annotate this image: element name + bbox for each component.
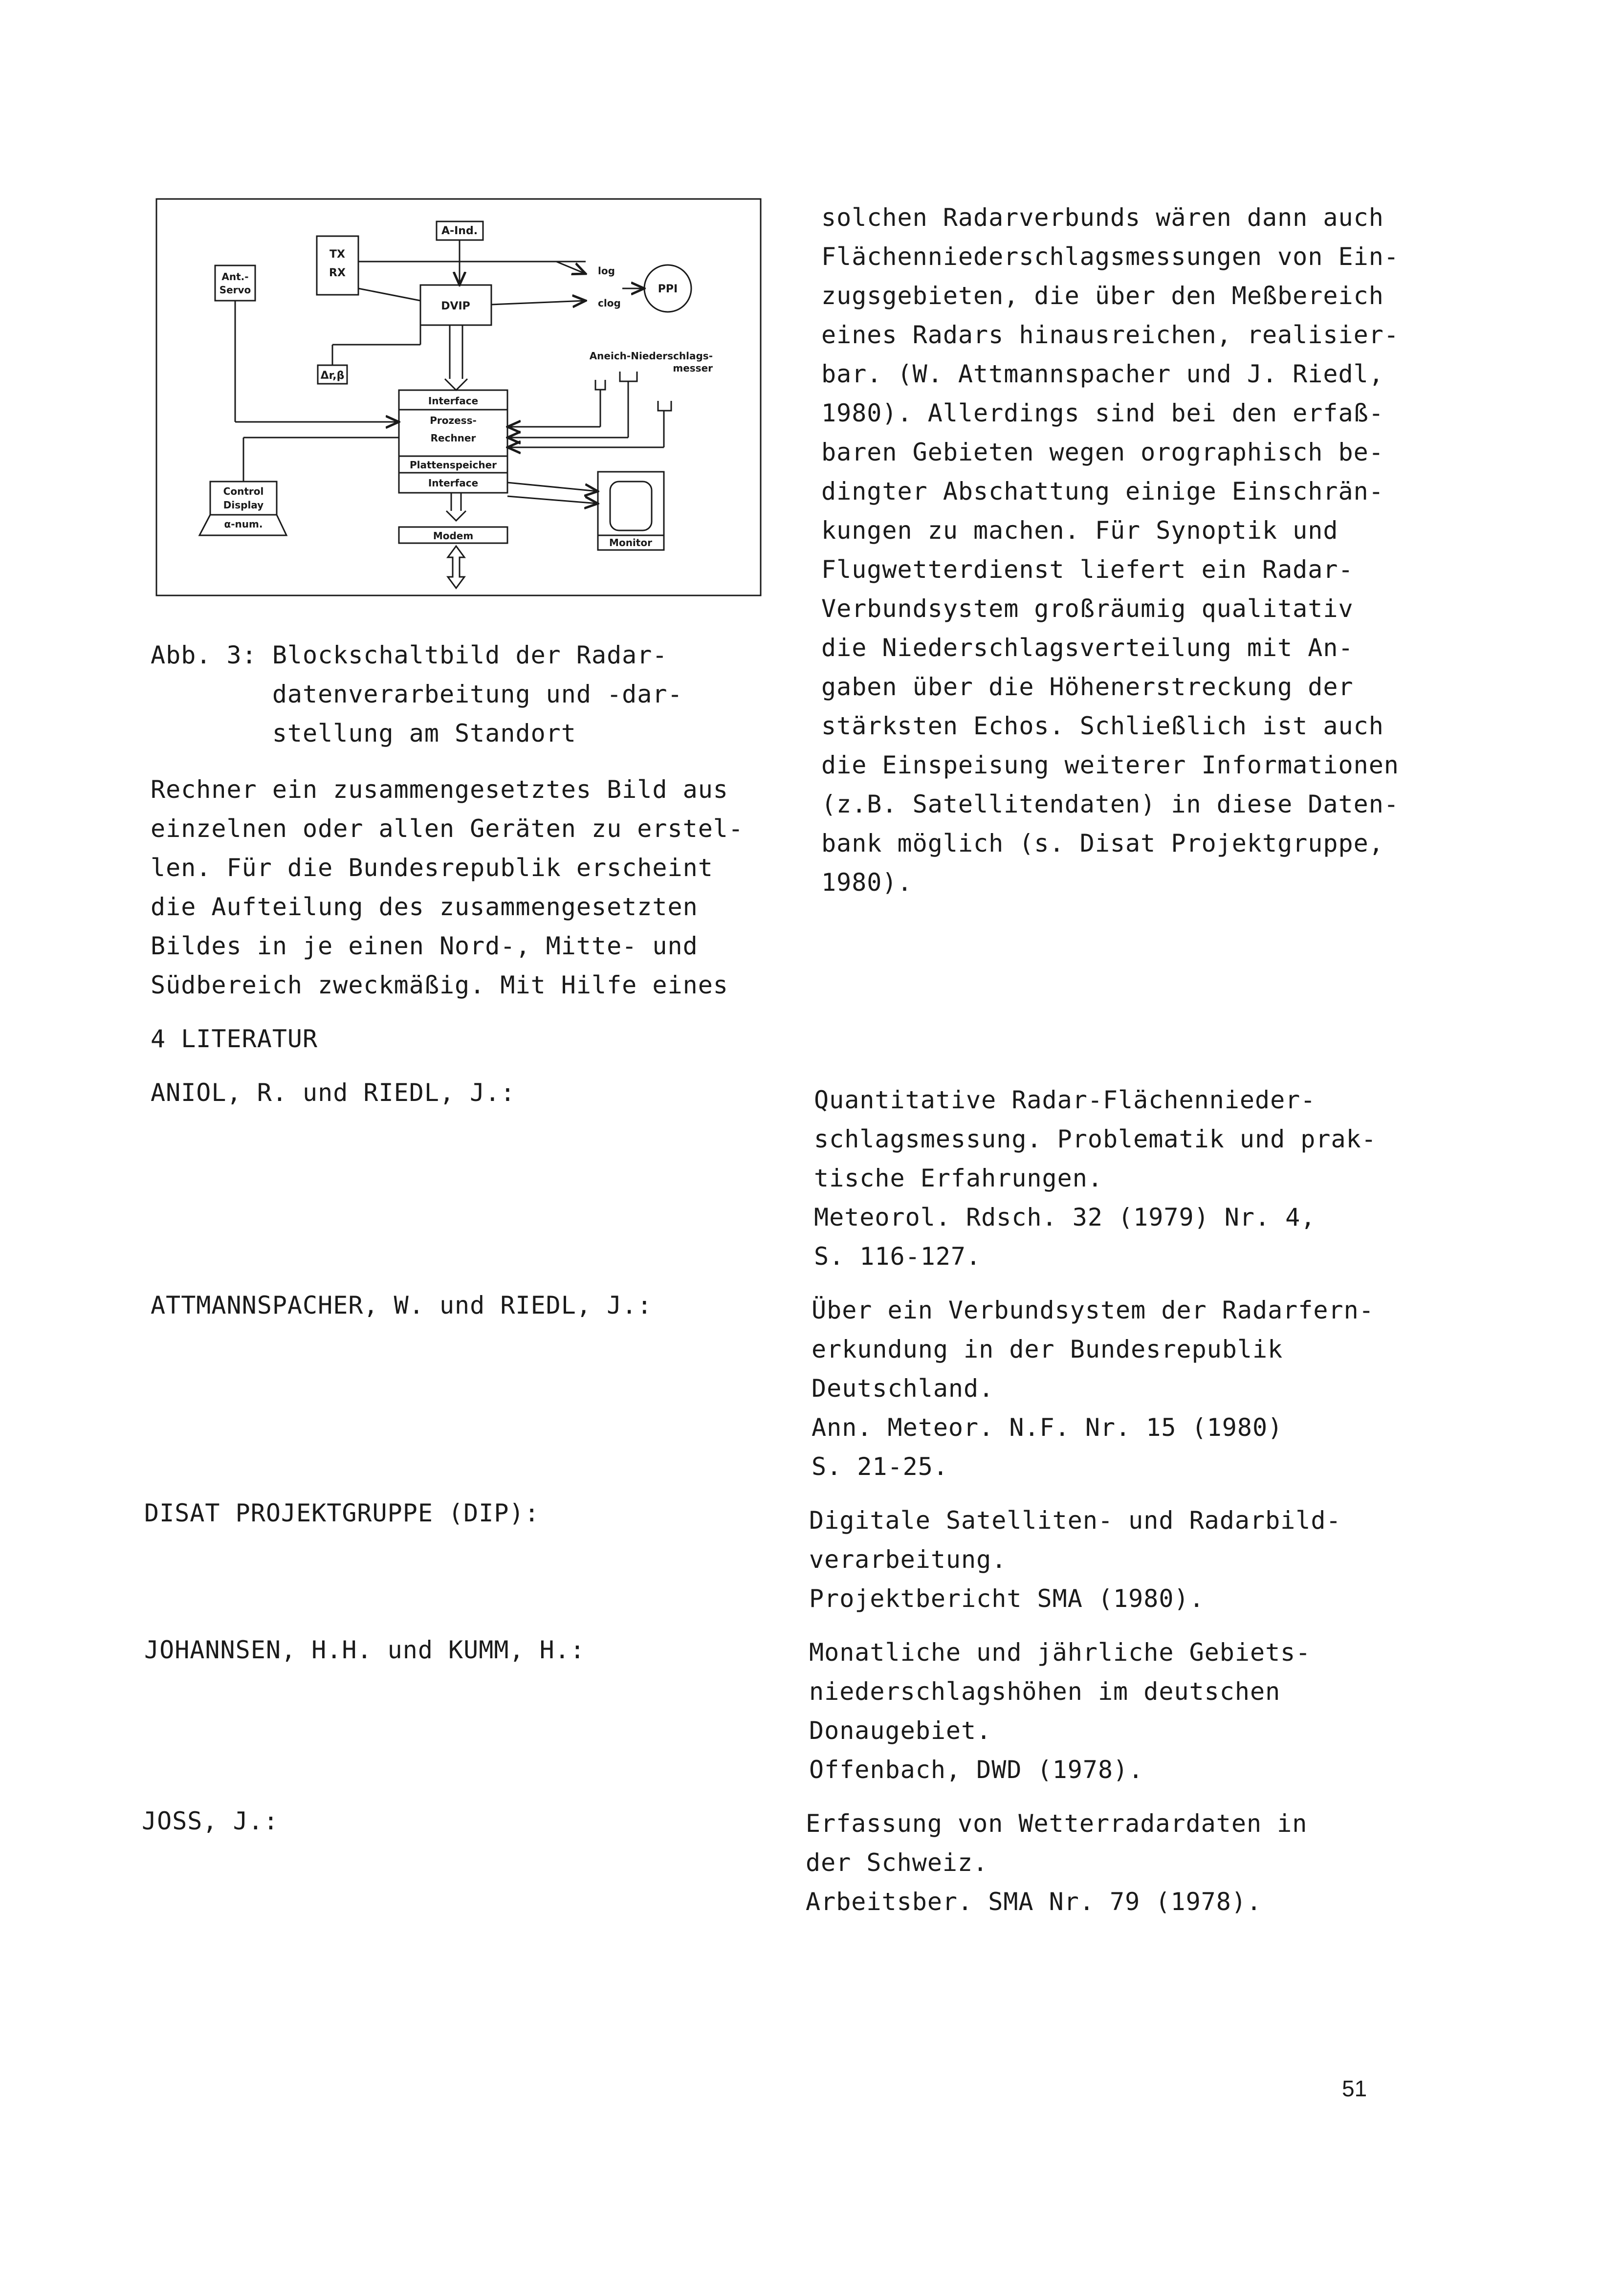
reference-author: JOHANNSEN, H.H. und KUMM, H.: — [144, 1636, 585, 1664]
reference-line: tische Erfahrungen. — [814, 1164, 1103, 1192]
right-text-line: kungen zu machen. Für Synoptik und — [821, 516, 1339, 545]
reference-line: Offenbach, DWD (1978). — [809, 1756, 1144, 1784]
label-ar-beta: Δr,β — [320, 370, 345, 382]
reference-line: Über ein Verbundsystem der Radarfern- — [812, 1296, 1374, 1324]
label-interface-top: Interface — [428, 395, 479, 407]
right-text-line: bar. (W. Attmannspacher und J. Riedl, — [821, 360, 1384, 388]
label-log: log — [598, 265, 615, 277]
label-plattenspeicher: Plattenspeicher — [409, 459, 497, 471]
right-text-line: gaben über die Höhenerstreckung der — [821, 673, 1354, 701]
label-alpha-num: α-num. — [224, 518, 263, 530]
label-ant: Ant.- — [221, 271, 249, 283]
page-number: 51 — [1342, 2076, 1367, 2101]
reference-author: ATTMANNSPACHER, W. und RIEDL, J.: — [151, 1291, 653, 1319]
reference-line: Deutschland. — [812, 1374, 994, 1403]
reference-author: DISAT PROJEKTGRUPPE (DIP): — [144, 1499, 540, 1527]
reference-line: verarbeitung. — [809, 1545, 1007, 1574]
right-text-line: dingter Abschattung einige Einschrän- — [821, 477, 1384, 506]
label-servo: Servo — [219, 284, 251, 296]
reference-line: schlagsmessung. Problematik und prak- — [814, 1125, 1377, 1153]
reference-line: Donaugebiet. — [809, 1716, 992, 1745]
figure-caption-line-3: stellung am Standort — [151, 719, 576, 747]
tx-rx-box — [317, 236, 358, 295]
right-text-line: die Einspeisung weiterer Informationen — [821, 751, 1399, 779]
reference-author: ANIOL, R. und RIEDL, J.: — [151, 1078, 516, 1107]
monitor-screen — [610, 482, 652, 530]
right-text-line: solchen Radarverbunds wären dann auch — [821, 203, 1384, 232]
left-text-line: Bildes in je einen Nord-, Mitte- und — [151, 932, 698, 960]
reference-line: erkundung in der Bundesrepublik — [812, 1335, 1283, 1363]
label-tx: TX — [329, 248, 345, 261]
label-a-ind: A-Ind. — [441, 225, 478, 237]
left-text-line: len. Für die Bundesrepublik erscheint — [151, 854, 713, 882]
reference-line: S. 21-25. — [812, 1452, 948, 1481]
reference-author: JOSS, J.: — [142, 1807, 279, 1835]
reference-line: Arbeitsber. SMA Nr. 79 (1978). — [806, 1888, 1262, 1916]
reference-line: S. 116-127. — [814, 1242, 982, 1271]
label-prozess: Prozess- — [430, 415, 477, 426]
label-interface-bottom: Interface — [428, 477, 479, 489]
reference-line: Meteorol. Rdsch. 32 (1979) Nr. 4, — [814, 1203, 1316, 1231]
right-text-line: Verbundsystem großräumig qualitativ — [821, 594, 1354, 623]
label-control: Control — [223, 485, 264, 497]
right-text-line: Flugwetterdienst liefert ein Radar- — [821, 555, 1354, 584]
reference-line: Quantitative Radar-Flächennieder- — [814, 1086, 1316, 1114]
label-display: Display — [223, 499, 264, 511]
right-text-line: zugsgebieten, die über den Meßbereich — [821, 282, 1384, 310]
reference-line: Monatliche und jährliche Gebiets- — [809, 1638, 1311, 1667]
label-ppi: PPI — [658, 283, 678, 295]
reference-body — [806, 1804, 1307, 1921]
reference-line: Ann. Meteor. N.F. Nr. 15 (1980) — [812, 1413, 1283, 1442]
reference-body — [809, 1501, 1341, 1618]
label-aneich-1: Aneich-Niederschlags- — [589, 350, 713, 362]
right-text-line: eines Radars hinausreichen, realisier- — [821, 321, 1399, 349]
reference-body — [809, 1633, 1311, 1789]
right-text-line: (z.B. Satellitendaten) in diese Daten- — [821, 790, 1399, 818]
label-monitor: Monitor — [609, 537, 652, 549]
reference-line: Digitale Satelliten- und Radarbild- — [809, 1506, 1341, 1535]
label-clog: clog — [598, 297, 621, 309]
left-text-line: einzelnen oder allen Geräten zu erstel- — [151, 814, 744, 843]
left-text-line: Südbereich zweckmäßig. Mit Hilfe eines — [151, 971, 728, 999]
label-aneich-2: messer — [673, 362, 713, 374]
right-text-line: bank möglich (s. Disat Projektgruppe, — [821, 829, 1384, 857]
reference-line: Erfassung von Wetterradardaten in — [806, 1809, 1308, 1838]
left-text-line: Rechner ein zusammengesetztes Bild aus — [151, 775, 728, 804]
figure-caption-line-2: datenverarbeitung und -dar- — [151, 680, 683, 708]
reference-line: Projektbericht SMA (1980). — [809, 1584, 1205, 1613]
block-diagram — [155, 198, 762, 596]
label-modem: Modem — [433, 530, 474, 542]
label-rechner: Rechner — [430, 432, 476, 444]
reference-line: niederschlagshöhen im deutschen — [809, 1677, 1281, 1706]
reference-line: der Schweiz. — [806, 1848, 988, 1877]
right-text-line: 1980). Allerdings sind bei den erfaß- — [821, 399, 1384, 427]
figure-caption-line-1: Abb. 3: Blockschaltbild der Radar- — [151, 641, 668, 669]
right-text-line: Flächenniederschlagsmessungen von Ein- — [821, 242, 1399, 271]
reference-body — [812, 1291, 1374, 1486]
right-text-line: 1980). — [821, 868, 913, 897]
right-text-line: die Niederschlagsverteilung mit An- — [821, 634, 1354, 662]
reference-body — [814, 1080, 1377, 1276]
label-dvip: DVIP — [441, 300, 470, 312]
label-rx: RX — [329, 267, 346, 279]
left-text-line: die Aufteilung des zusammengesetzten — [151, 893, 698, 921]
right-text-line: baren Gebieten wegen orographisch be- — [821, 438, 1384, 466]
right-text-line: stärksten Echos. Schließlich ist auch — [821, 712, 1384, 740]
section-heading: 4 LITERATUR — [151, 1025, 318, 1053]
